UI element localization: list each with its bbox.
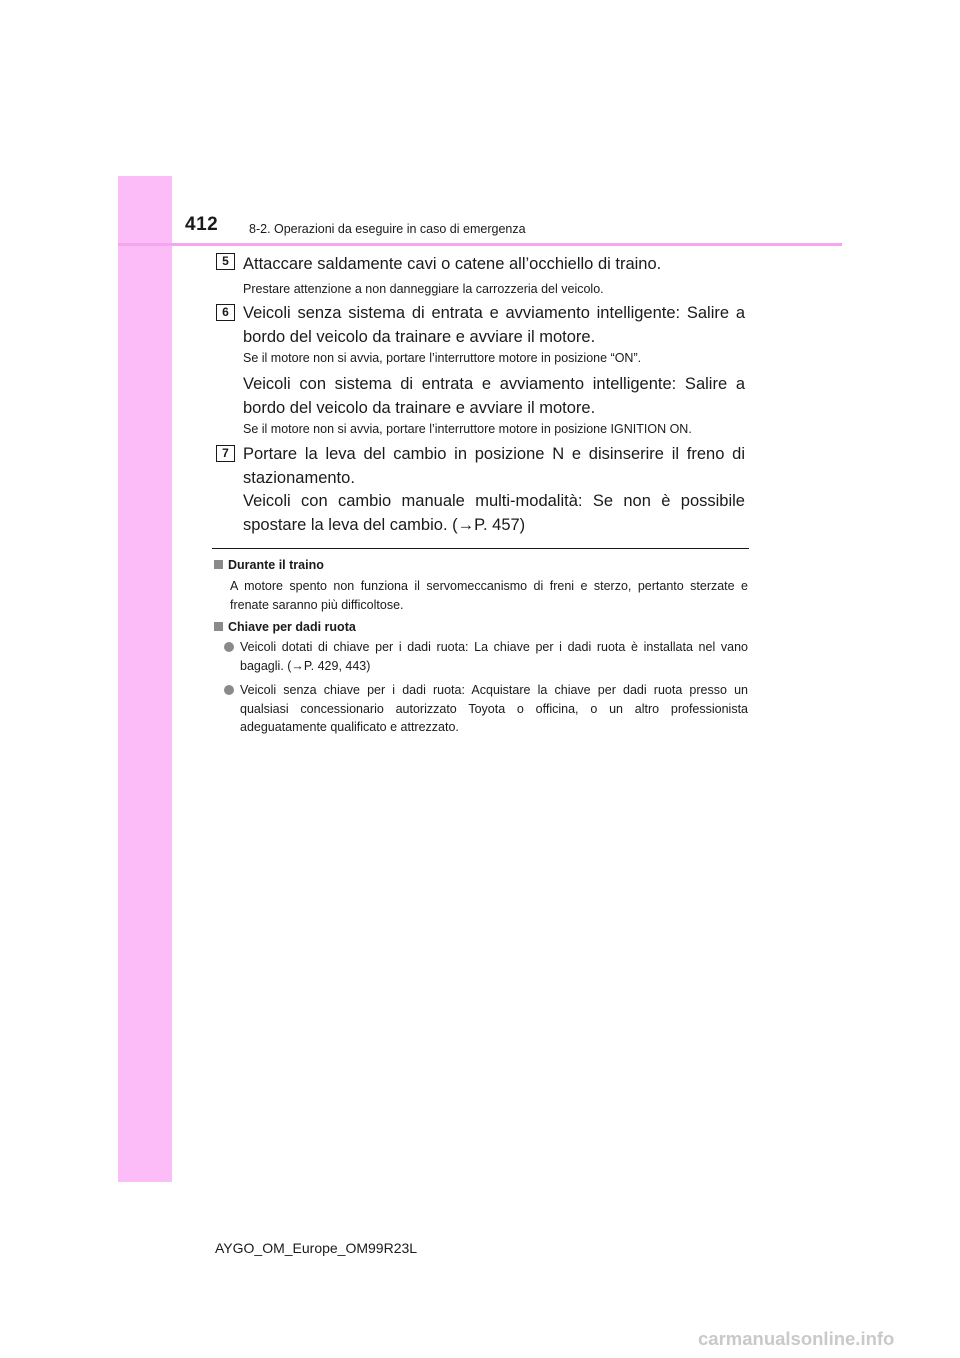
step-6-text: Veicoli senza sistema di entrata e avviamento intelligente: Salire a bordo del veicolo da trainare e avviare il motore. bbox=[243, 304, 745, 346]
section-title: 8-2. Operazioni da eseguire in caso di emergenza bbox=[249, 222, 526, 236]
side-color-strip bbox=[118, 176, 172, 1182]
step-6-note-alt: Se il motore non si avvia, portare l’interruttore motore in posizione IGNITION ON. bbox=[243, 422, 692, 436]
step-badge-5: 5 bbox=[216, 253, 235, 270]
step-7-text-alt: Veicoli con cambio manuale multi-modalità: Se non è possibile spostare la leva del cambio. (→P. 457) bbox=[243, 492, 745, 534]
step-5-text: Attaccare saldamente cavi o catene all’occhiello di traino. bbox=[243, 255, 662, 273]
note-heading-towing-label: Durante il traino bbox=[228, 558, 324, 572]
list-item-text: Veicoli dotati di chiave per i dadi ruota: La chiave per i dadi ruota è installata nel vano bagagli. (→P. 429, 443) bbox=[240, 640, 748, 673]
watermark: carmanualsonline.info bbox=[698, 1328, 895, 1349]
round-bullet-icon bbox=[224, 685, 234, 695]
square-bullet-icon bbox=[214, 560, 223, 569]
step-badge-6: 6 bbox=[216, 304, 235, 321]
step-7-text: Portare la leva del cambio in posizione N e disinserire il freno di stazionamento. bbox=[243, 445, 745, 487]
square-bullet-icon bbox=[214, 622, 223, 631]
list-item bbox=[224, 681, 748, 737]
document-code: AYGO_OM_Europe_OM99R23L bbox=[215, 1240, 418, 1256]
step-6-text-alt: Veicoli con sistema di entrata e avviamento intelligente: Salire a bordo del veicolo da trainare e avviare il motore. bbox=[243, 375, 745, 417]
page-number: 412 bbox=[185, 214, 219, 235]
list-item-text: Veicoli senza chiave per i dadi ruota: Acquistare la chiave per dadi ruota presso un qualsiasi concessionario autorizzato Toyota o officina, o un altro professionista adeguatamente qualificato e attrezzato. bbox=[240, 683, 748, 734]
note-heading-wheel-key bbox=[214, 619, 356, 636]
note-body-towing: A motore spento non funziona il servomeccanismo di freni e sterzo, pertanto sterzate e frenate saranno più difficoltose. bbox=[230, 579, 748, 612]
note-heading-towing bbox=[214, 557, 324, 574]
section-divider bbox=[212, 548, 749, 549]
round-bullet-icon bbox=[224, 642, 234, 652]
step-badge-7: 7 bbox=[216, 445, 235, 462]
list-item bbox=[224, 638, 748, 675]
note-heading-wheel-key-label: Chiave per dadi ruota bbox=[228, 620, 356, 634]
step-5-note: Prestare attenzione a non danneggiare la carrozzeria del veicolo. bbox=[243, 282, 604, 296]
step-6-note: Se il motore non si avvia, portare l’interruttore motore in posizione “ON”. bbox=[243, 351, 642, 365]
header-rule bbox=[118, 243, 842, 246]
